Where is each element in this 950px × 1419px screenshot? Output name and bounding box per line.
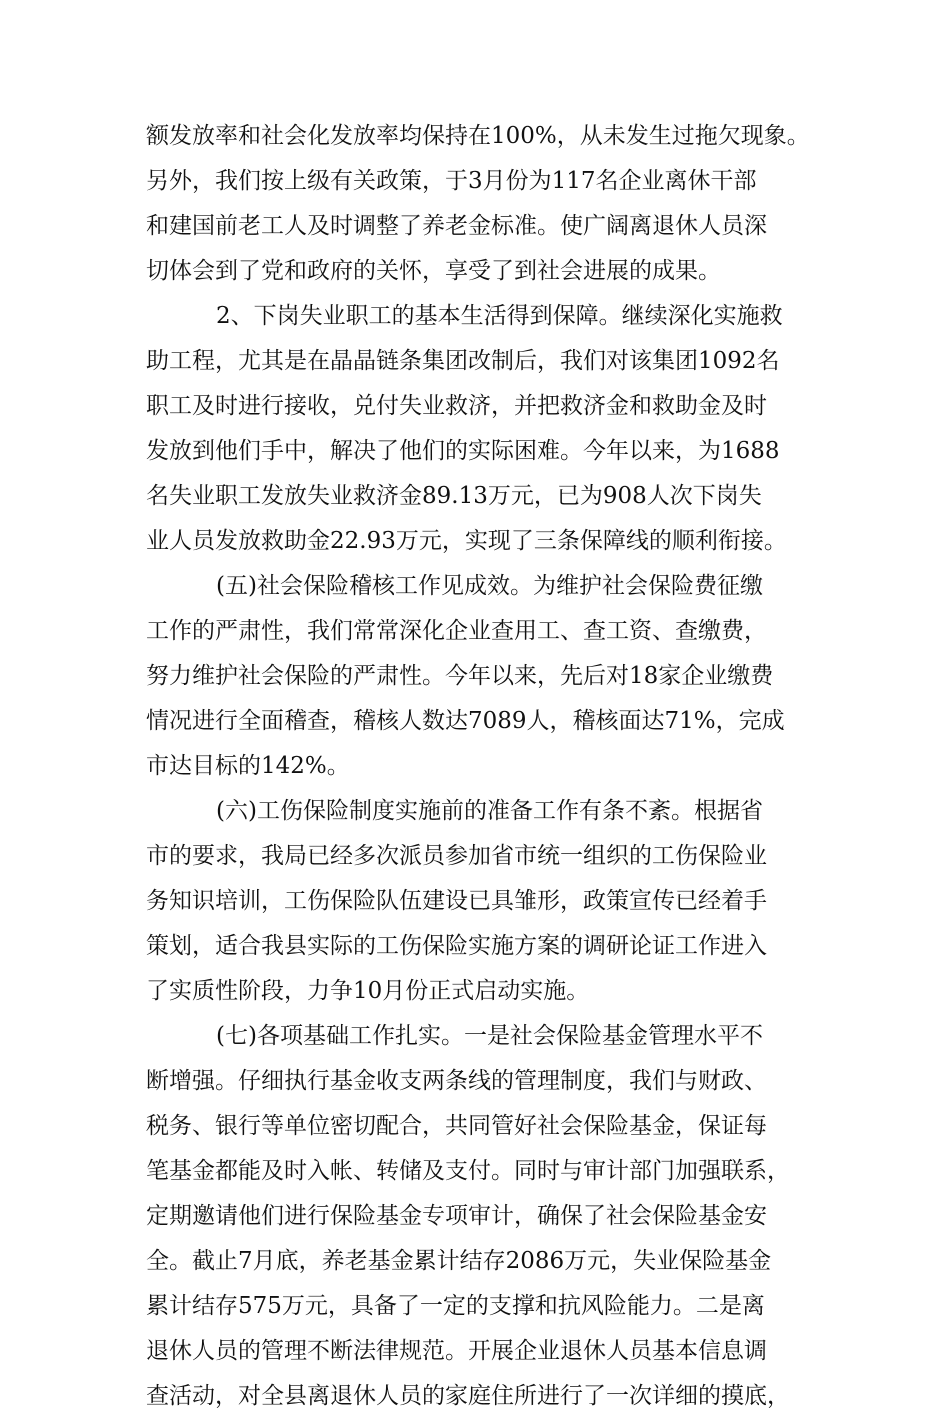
- text-line: 笔基金都能及时入帐、转储及支付。同时与审计部门加强联系，: [146, 1158, 790, 1184]
- text-line: 市的要求，我局已经多次派员参加省市统一组织的工伤保险业: [146, 843, 767, 869]
- text-line: 助工程，尤其是在晶晶链条集团改制后，我们对该集团1092名: [146, 348, 780, 374]
- text-line: 务知识培训，工伤保险队伍建设已具雏形，政策宣传已经着手: [146, 888, 767, 914]
- text-line: 另外，我们按上级有关政策，于3月份为117名企业离休干部: [146, 168, 757, 194]
- text-line: 税务、银行等单位密切配合，共同管好社会保险基金，保证每: [146, 1113, 767, 1139]
- text-line: 发放到他们手中，解决了他们的实际困难。今年以来，为1688: [146, 438, 780, 464]
- paragraph-start-line: (六)工伤保险制度实施前的准备工作有条不紊。根据省: [216, 798, 763, 824]
- text-line: 定期邀请他们进行保险基金专项审计，确保了社会保险基金安: [146, 1203, 767, 1229]
- text-line: 了实质性阶段，力争10月份正式启动实施。: [146, 978, 590, 1004]
- text-line: 查活动，对全县离退休人员的家庭住所进行了一次详细的摸底，: [146, 1383, 790, 1409]
- text-line: 职工及时进行接收，兑付失业救济，并把救济金和救助金及时: [146, 393, 767, 419]
- text-line: 切体会到了党和政府的关怀，享受了到社会进展的成果。: [146, 258, 721, 284]
- body-text: [146, 114, 816, 1419]
- text-line: 全。截止7月底，养老基金累计结存2086万元，失业保险基金: [146, 1248, 772, 1274]
- text-line: 累计结存575万元，具备了一定的支撑和抗风险能力。二是离: [146, 1293, 765, 1319]
- text-line: 情况进行全面稽查，稽核人数达7089人，稽核面达71%，完成: [146, 708, 785, 734]
- text-line: 名失业职工发放失业救济金89.13万元，已为908人次下岗失: [146, 483, 762, 509]
- paragraph-start-line: 2、下岗失业职工的基本生活得到保障。继续深化实施救: [216, 303, 783, 329]
- text-line: 退休人员的管理不断法律规范。开展企业退休人员基本信息调: [146, 1338, 767, 1364]
- text-line: 市达目标的142%。: [146, 753, 350, 779]
- text-line: 工作的严肃性，我们常常深化企业查用工、查工资、查缴费，: [146, 618, 767, 644]
- text-line: 和建国前老工人及时调整了养老金标准。使广阔离退休人员深: [146, 213, 767, 239]
- paragraph-start-line: (五)社会保险稽核工作见成效。为维护社会保险费征缴: [216, 573, 763, 599]
- text-line: 策划，适合我县实际的工伤保险实施方案的调研论证工作进入: [146, 933, 767, 959]
- text-line: 断增强。仔细执行基金收支两条线的管理制度，我们与财政、: [146, 1068, 767, 1094]
- paragraph-start-line: (七)各项基础工作扎实。一是社会保险基金管理水平不: [216, 1023, 763, 1049]
- text-line: 业人员发放救助金22.93万元，实现了三条保障线的顺利衔接。: [146, 528, 787, 554]
- text-line: 努力维护社会保险的严肃性。今年以来，先后对18家企业缴费: [146, 663, 774, 689]
- text-line: 额发放率和社会化发放率均保持在100%，从未发生过拖欠现象。: [146, 123, 810, 149]
